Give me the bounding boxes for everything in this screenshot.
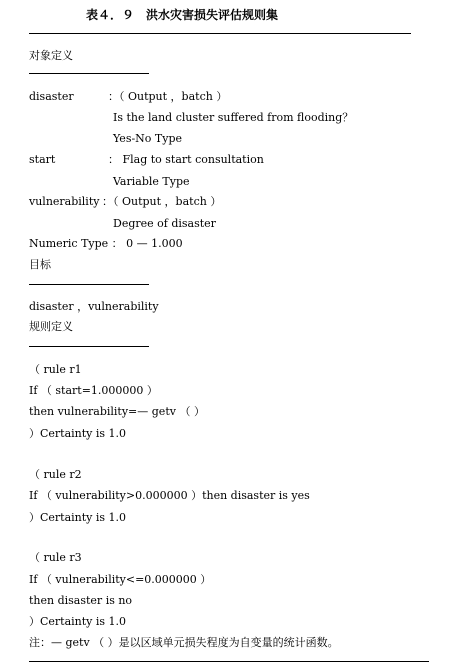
rule-line: then disaster is no (29, 594, 133, 607)
objects-heading: 对象定义 (29, 49, 73, 62)
object-def-vulnerability: ：（ Output ，batch ） (102, 195, 222, 208)
rule-line: （ rule r2 (29, 468, 82, 481)
table-title: 表４．９ 洪水灾害损失评估规则集 (86, 8, 279, 22)
title-rule (29, 33, 411, 34)
rule-line: If （ vulnerability>0.000000 ）then disaster is yes (29, 489, 310, 502)
rule-line: If （ vulnerability<=0.000000 ） (29, 573, 212, 586)
rule-line: then vulnerability=— getv （ ） (29, 405, 205, 418)
goal-heading: 目标 (29, 258, 51, 271)
object-name-vulnerability: vulnerability (29, 195, 100, 208)
rule-line: If （ start=1.000000 ） (29, 384, 158, 397)
goal-rule (29, 284, 149, 285)
object-detail: Variable Type (113, 175, 190, 188)
object-name-disaster: disaster (29, 90, 74, 103)
object-detail: Degree of disaster (113, 217, 216, 230)
footnote: 注：— getv （ ）是以区域单元损失程度为自变量的统计函数。 (29, 636, 339, 649)
rule-line: （ rule r1 (29, 363, 82, 376)
object-name-start: start (29, 153, 56, 166)
rule-line: ）Certainty is 1.0 (29, 615, 127, 628)
rules-rule (29, 346, 149, 347)
object-numeric-type: Numeric Type ： 0 — 1.000 (29, 237, 183, 250)
goal-value: disaster ，vulnerability (29, 300, 159, 313)
object-detail: Is the land cluster suffered from flooding？ (113, 111, 354, 124)
object-def-start: ： Flag to start consultation (108, 153, 264, 166)
object-detail: Yes-No Type (113, 132, 183, 145)
rules-heading: 规则定义 (29, 320, 73, 333)
rule-line: ）Certainty is 1.0 (29, 511, 127, 524)
object-def-disaster: ：（ Output ，batch ） (108, 90, 228, 103)
objects-rule (29, 73, 149, 74)
rule-line: ）Certainty is 1.0 (29, 427, 127, 440)
rule-line: （ rule r3 (29, 551, 82, 564)
bottom-rule (29, 661, 429, 662)
